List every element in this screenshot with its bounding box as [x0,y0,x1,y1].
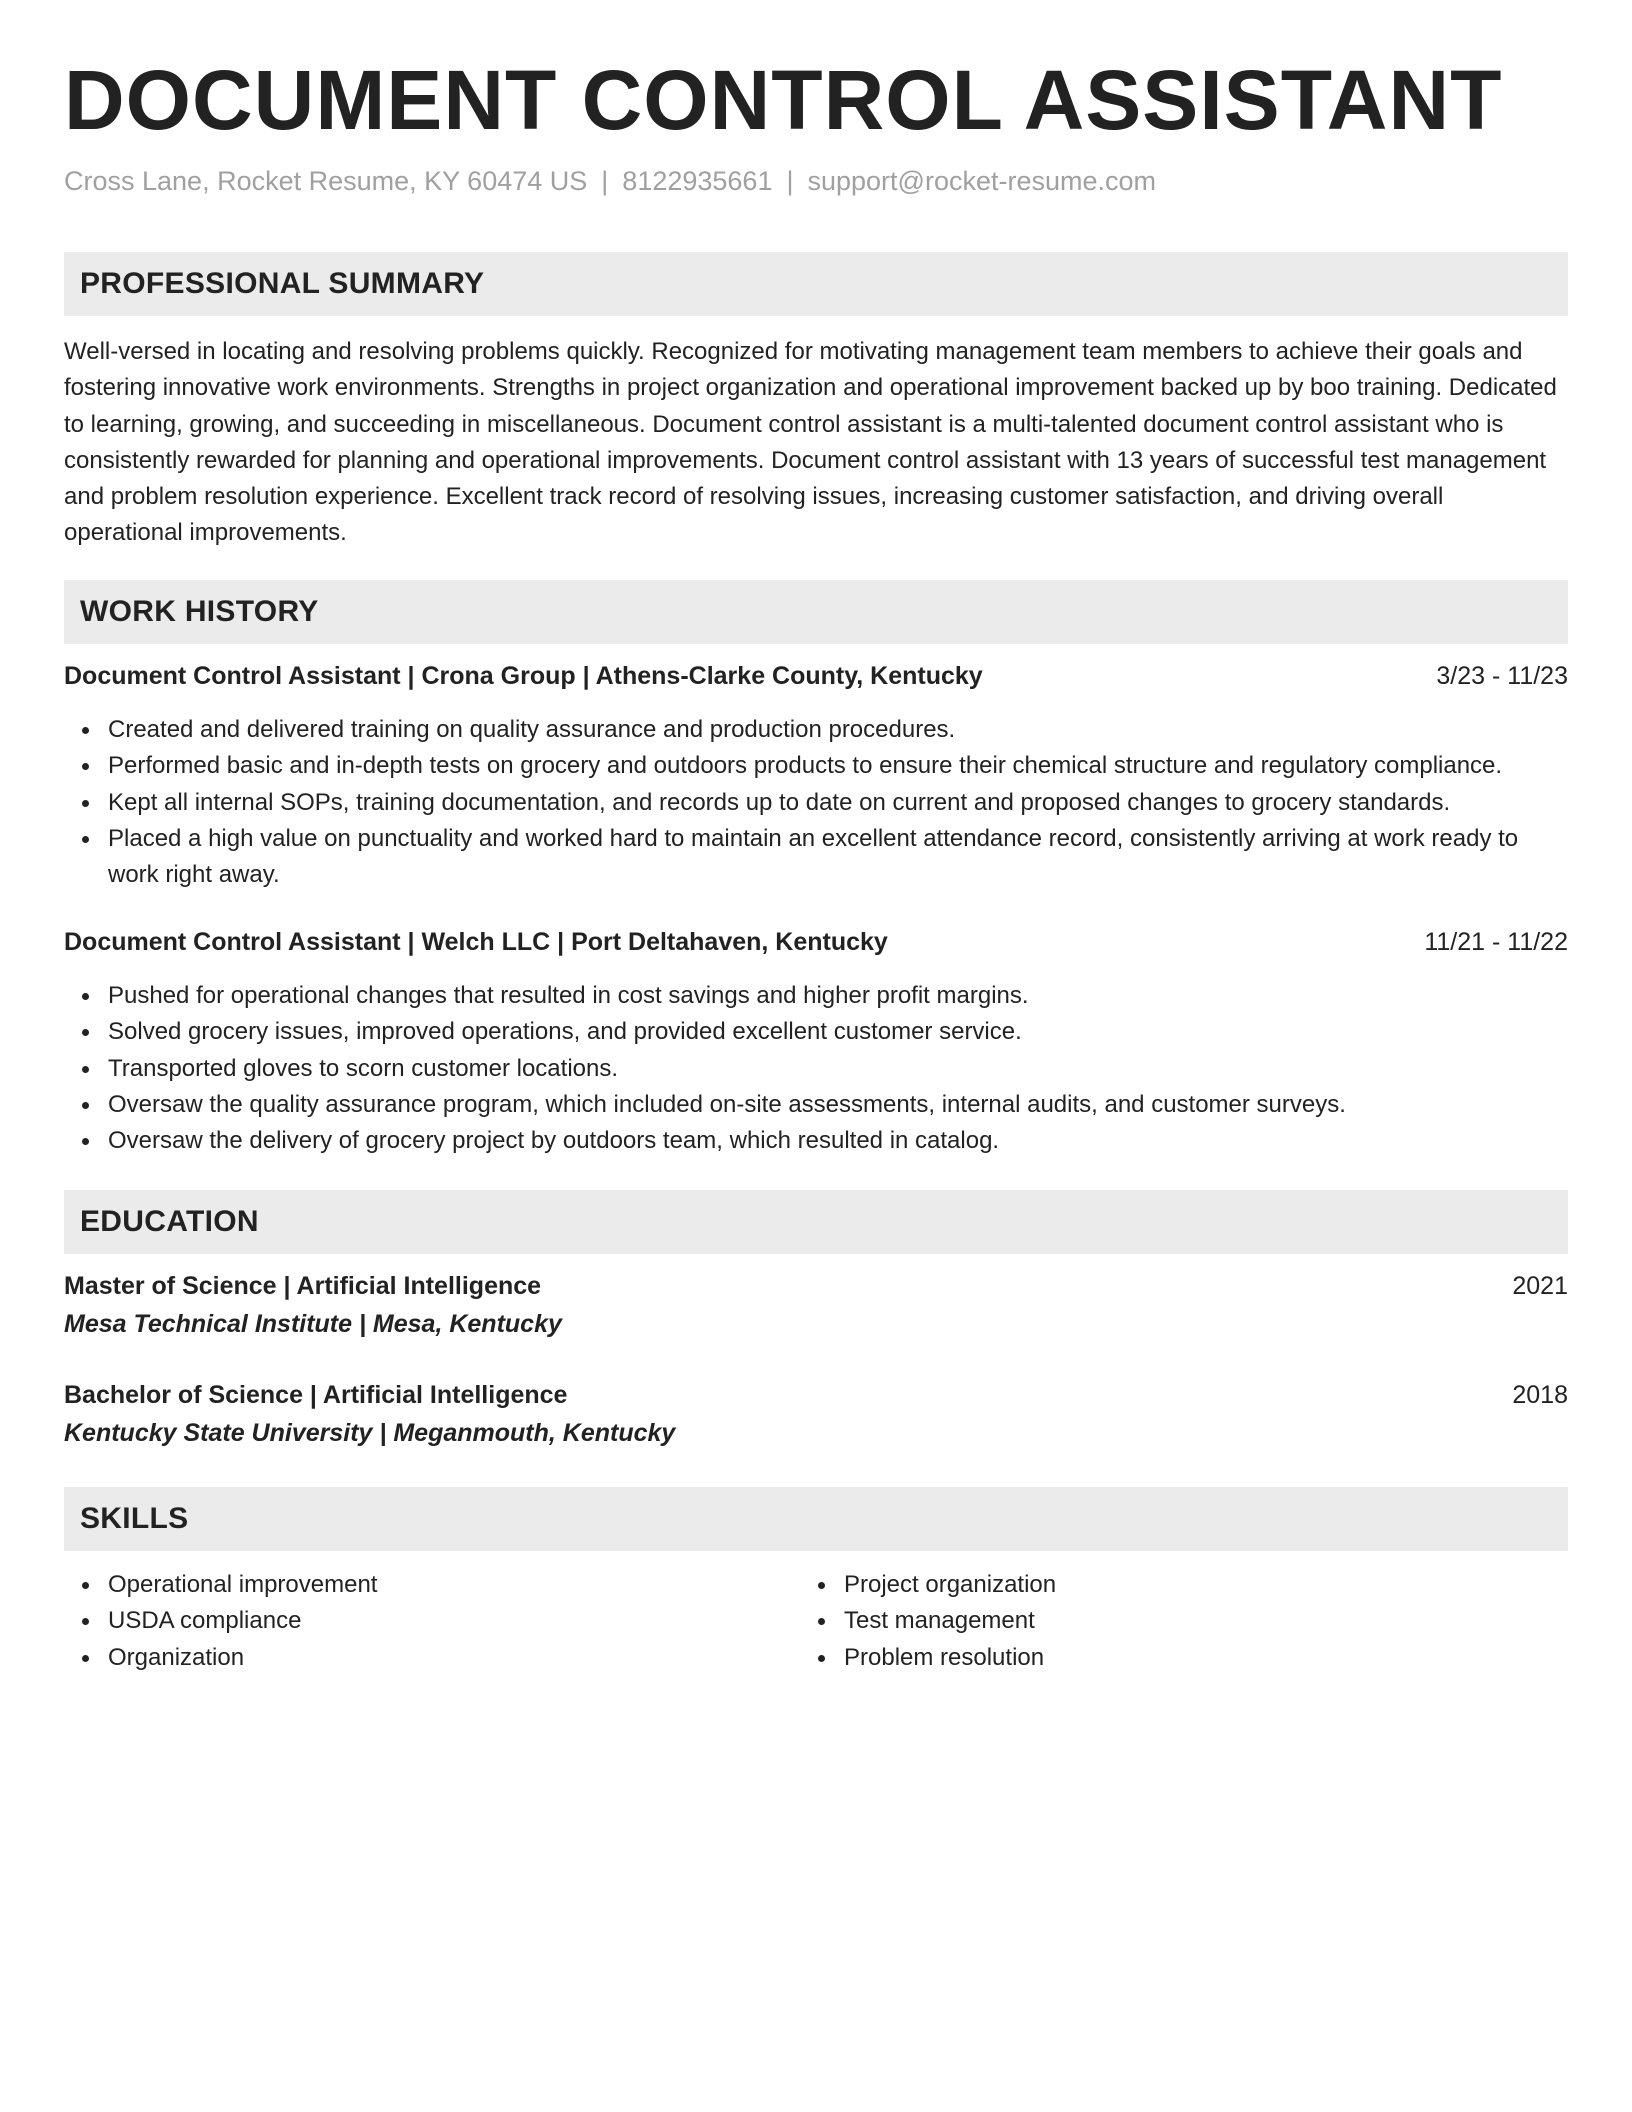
job-bullets-2 [64,978,1568,1159]
education-school-1: Mesa Technical Institute | Mesa, Kentucky [64,1310,562,1338]
list-item: Created and delivered training on quality assurance and production procedures. [64,712,1568,748]
summary-paragraph: Well-versed in locating and resolving problems quickly. Recognized for motivating management team members to achieve their goals and fostering innovative work environments. Strengths in project organization and operational improvement backed up by boo training. Dedicated to learning, growing, and succeeding in miscellaneous. Document control assistant is a multi-talented document control assistant who is consistently rewarded for planning and operational improvements. Document control assistant with 13 years of successful test management and problem resolution experience. Excellent track record of resolving issues, increasing customer satisfaction, and driving overall operational improvements. [64,338,1557,547]
resume-name-title: DOCUMENT CONTROL ASSISTANT [64,53,1503,147]
job-dates-1: 3/23 - 11/23 [1436,662,1568,690]
list-item: Performed basic and in-depth tests on grocery and outdoors products to ensure their chemical structure and regulatory compliance. [64,748,1568,784]
skill-item: Problem resolution [800,1640,1632,1676]
section-title-skills: SKILLS [80,1502,189,1535]
section-title-education: EDUCATION [80,1205,259,1238]
job-title-1: Document Control Assistant | Crona Group | Athens-Clarke County, Kentucky [64,662,983,690]
job-dates-2: 11/21 - 11/22 [1424,928,1568,956]
skills-list-right [800,1567,1632,1676]
education-header-1 [64,1272,1568,1301]
education-degree-2: Bachelor of Science | Artificial Intelligence [64,1381,568,1409]
list-item: Placed a high value on punctuality and worked hard to maintain an excellent attendance record, consistently arriving at work ready to work right away. [64,821,1568,894]
skill-item: Project organization [800,1567,1632,1603]
education-year-1: 2021 [1512,1272,1568,1300]
skill-item: Organization [64,1640,1568,1676]
section-header-work-history [64,580,1568,644]
contact-email: support@rocket-resume.com [807,166,1157,196]
section-header-education [64,1190,1568,1254]
contact-separator: | [601,166,609,196]
contact-address: Cross Lane, Rocket Resume, KY 60474 US [64,166,588,196]
list-item: Oversaw the quality assurance program, which included on-site assessments, internal audits, and customer surveys. [64,1087,1568,1123]
section-header-summary [64,252,1568,316]
contact-line [64,166,1156,197]
contact-separator: | [786,166,794,196]
job-bullets-1 [64,712,1568,893]
skill-item: Operational improvement [64,1567,1568,1603]
job-header-2 [64,928,1568,957]
education-header-2 [64,1381,1568,1410]
list-item: Oversaw the delivery of grocery project by outdoors team, which resulted in catalog. [64,1123,1568,1159]
contact-phone: 8122935661 [622,166,773,196]
job-header-1 [64,662,1568,691]
education-year-2: 2018 [1512,1381,1568,1409]
section-header-skills [64,1487,1568,1551]
skill-item: Test management [800,1603,1632,1639]
list-item: Kept all internal SOPs, training documentation, and records up to date on current and proposed changes to grocery standards. [64,785,1568,821]
skill-item: USDA compliance [64,1603,1568,1639]
section-title-summary: PROFESSIONAL SUMMARY [80,267,485,300]
section-title-work-history: WORK HISTORY [80,595,319,628]
education-school-2: Kentucky State University | Meganmouth, Kentucky [64,1419,676,1447]
job-title-2: Document Control Assistant | Welch LLC | Port Deltahaven, Kentucky [64,928,888,956]
list-item: Transported gloves to scorn customer locations. [64,1051,1568,1087]
list-item: Solved grocery issues, improved operations, and provided excellent customer service. [64,1014,1568,1050]
list-item: Pushed for operational changes that resulted in cost savings and higher profit margins. [64,978,1568,1014]
education-degree-1: Master of Science | Artificial Intelligence [64,1272,542,1300]
